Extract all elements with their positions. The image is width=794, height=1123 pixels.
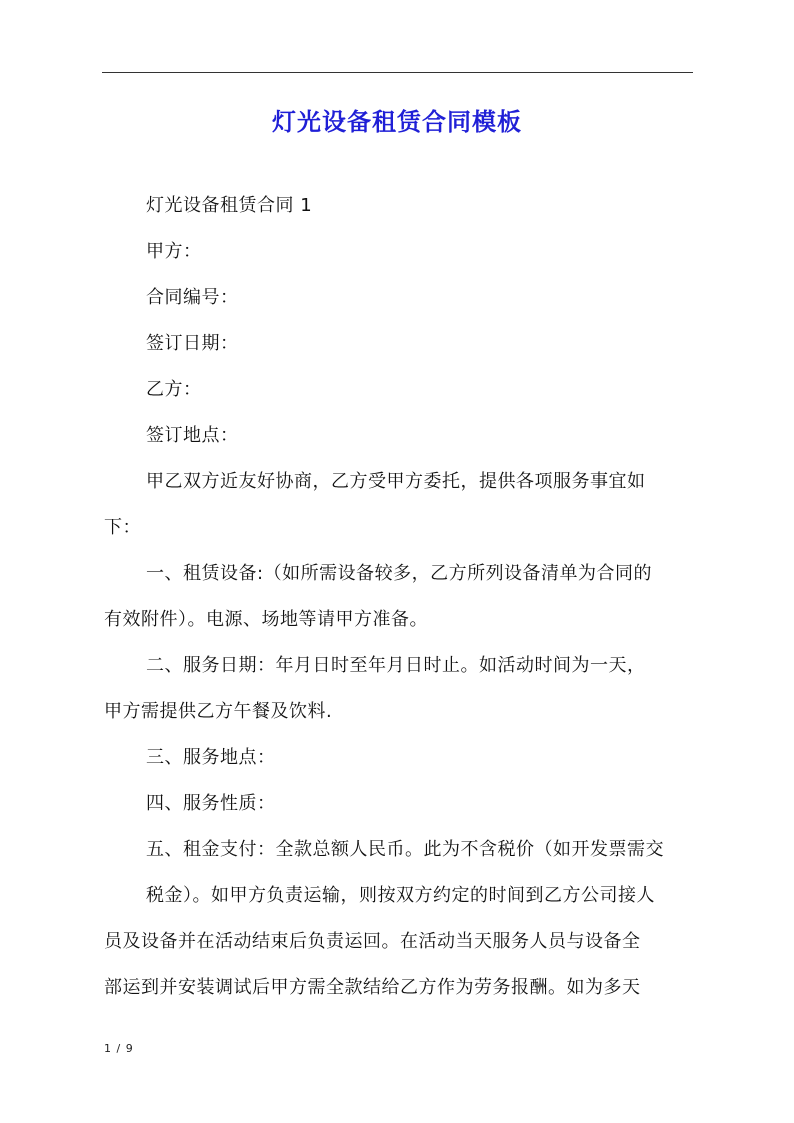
clause-2-line: 甲方需提供乙方午餐及饮料.	[104, 701, 333, 722]
document-title: 灯光设备租赁合同模板	[272, 108, 522, 136]
page-number: 1 / 9	[104, 1042, 134, 1055]
clause-3-line: 三、服务地点：	[146, 747, 276, 768]
clause-5-line: 五、租金支付：全款总额人民币。此为不含税价（如开发票需交	[146, 839, 664, 860]
signing-place-field: 签订地点：	[146, 425, 239, 446]
clause-2-line: 二、服务日期：年月日时至年月日时止。如活动时间为一天，	[146, 655, 646, 676]
clause-4-line: 四、服务性质：	[146, 793, 276, 814]
clause-1-line: 有效附件）。电源、场地等请甲方准备。	[104, 609, 428, 630]
intro-paragraph-line: 甲乙双方近友好协商，乙方受甲方委托，提供各项服务事宜如	[146, 471, 646, 492]
signing-date-field: 签订日期：	[146, 333, 239, 354]
intro-paragraph-line: 下：	[104, 517, 141, 538]
party-b-field: 乙方：	[146, 379, 202, 400]
header-rule	[102, 72, 693, 73]
clause-5-line: 税金）。如甲方负责运输，则按双方约定的时间到乙方公司接人	[146, 885, 655, 906]
contract-number-field: 合同编号：	[146, 287, 239, 308]
party-a-field: 甲方：	[146, 241, 202, 262]
clause-5-line: 部运到并安装调试后甲方需全款结给乙方作为劳务报酬。如为多天	[104, 977, 641, 998]
clause-5-line: 员及设备并在活动结束后负责运回。在活动当天服务人员与设备全	[104, 931, 641, 952]
contract-heading: 灯光设备租赁合同 1	[146, 195, 313, 216]
clause-1-line: 一、租赁设备:（如所需设备较多，乙方所列设备清单为合同的	[146, 563, 653, 584]
